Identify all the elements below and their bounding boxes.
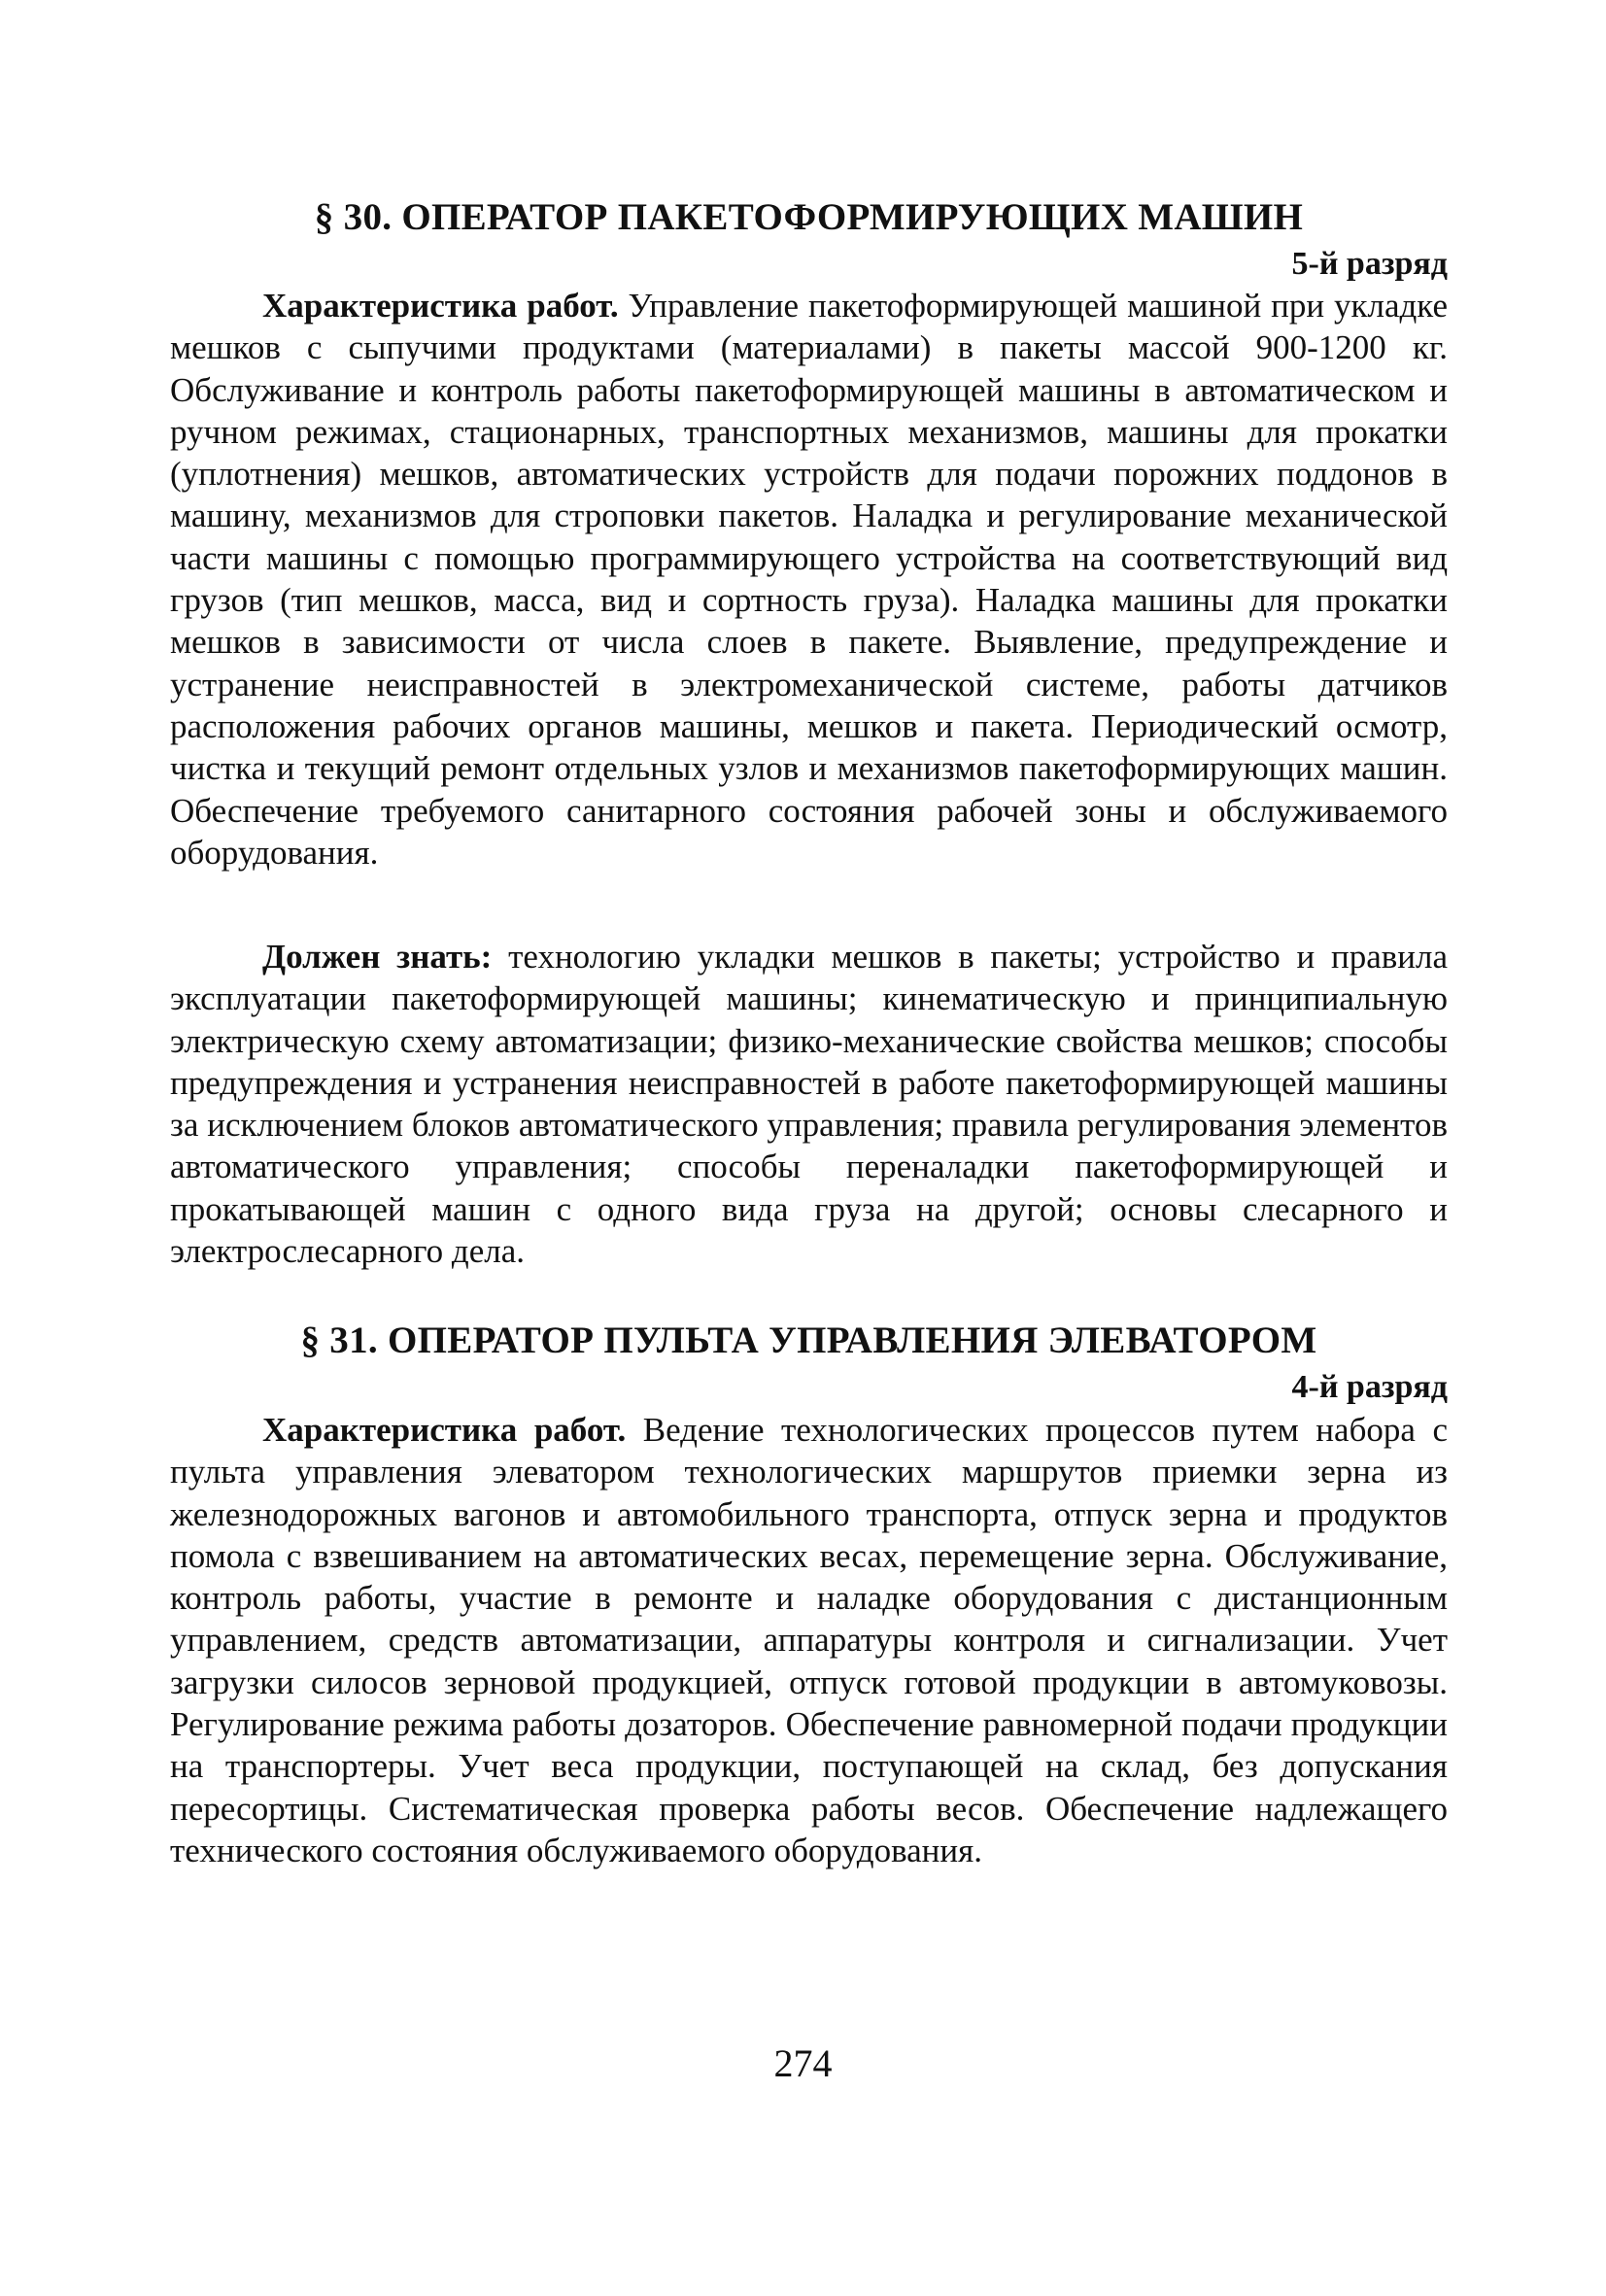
knowledge-text: технологию укладки мешков в пакеты; устройство и правила эксплуатации пакетоформирующей машины; кинематическую и принципиальную электрическую схему автоматизации; физико-механические свойства мешков; способы предупреждения и устранения неисправностей в работе пакетоформирующей машины за исключением блоков автоматического управления; правила регулирования элементов автоматического управления; способы переналадки пакетоформирующей и прокатывающей машин с одного вида груза на другой; основы слесарного и электрослесарного дела. (170, 938, 1448, 1271)
section-30-grade: 5-й разряд (1291, 246, 1448, 282)
section-30-characteristics (170, 285, 1448, 874)
page-number: 274 (773, 2041, 833, 2085)
characteristics-text: Управление пакетоформирующей машиной при укладке мешков с сыпучими продуктами (материалами) в пакеты массой 900-1200 кг. Обслуживание и контроль работы пакетоформирующей машины в автоматическом и ручном режимах, стационарных, транспортных механизмов, машины для прокатки (уплотнения) мешков, автоматических устройств для подачи порожних поддонов в машину, механизмов для строповки пакетов. Наладка и регулирование механической части машины с помощью программирующего устройства на соответствующий вид грузов (тип мешков, масса, вид и сортность груза). Наладка машины для прокатки мешков в зависимости от числа слоев в пакете. Выявление, предупреждение и устранение неисправностей в электромеханической системе, работы датчиков расположения рабочих органов машины, мешков и пакета. Периодический осмотр, чистка и текущий ремонт отдельных узлов и механизмов пакетоформирующих машин. Обеспечение требуемого санитарного состояния рабочей зоны и обслуживаемого оборудования. (170, 287, 1448, 872)
characteristics-label: Характеристика работ. (262, 1411, 627, 1449)
section-30-knowledge (170, 936, 1448, 1272)
characteristics-label: Характеристика работ. (262, 287, 619, 325)
characteristics-text: Ведение технологических процессов путем набора с пульта управления элеватором технологических маршрутов приемки зерна из железнодорожных вагонов и автомобильного транспорта, отпуск зерна и продуктов помола с взвешиванием на автоматических весах, перемещение зерна. Обслуживание, контроль работы, участие в ремонте и наладке оборудования с дистанционным управлением, средств автоматизации, аппаратуры контроля и сигнализации. Учет загрузки силосов зерновой продукцией, отпуск готовой продукции в автомуковозы. Регулирование режима работы дозаторов. Обеспечение равномерной подачи продукции на транспортеры. Учет веса продукции, поступающей на склад, без допускания пересортицы. Систематическая проверка работы весов. Обеспечение надлежащего технического состояния обслуживаемого оборудования. (170, 1411, 1448, 1869)
section-30-title: § 30. ОПЕРАТОР ПАКЕТОФОРМИРУЮЩИХ МАШИН (314, 196, 1304, 238)
knowledge-label: Должен знать: (262, 938, 493, 976)
section-31-characteristics (170, 1409, 1448, 1871)
section-31-title: § 31. ОПЕРАТОР ПУЛЬТА УПРАВЛЕНИЯ ЭЛЕВАТОРОМ (300, 1319, 1317, 1361)
section-31-grade: 4-й разряд (1291, 1369, 1448, 1405)
